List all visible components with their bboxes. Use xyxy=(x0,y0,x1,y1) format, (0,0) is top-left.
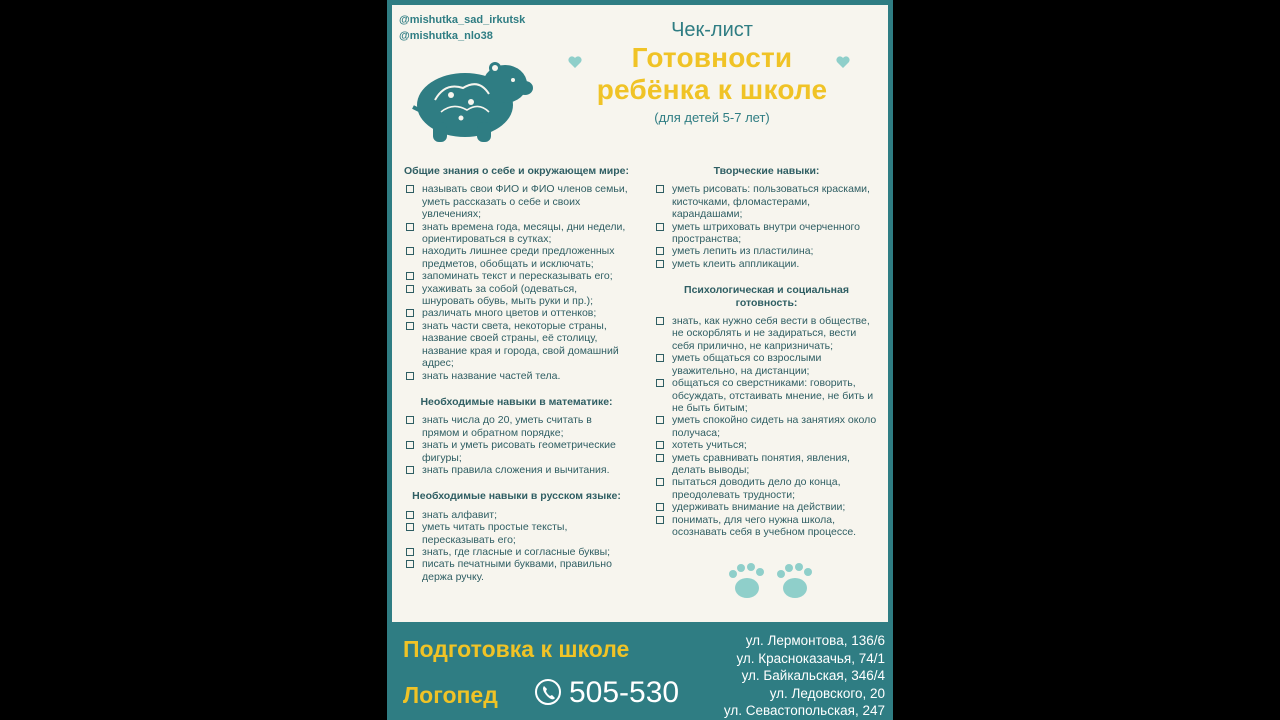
checkbox[interactable] xyxy=(406,272,414,280)
checklist-item[interactable]: знать название частей тела. xyxy=(404,370,629,382)
checklist-item[interactable]: знать, как нужно себя вести в обществе, не оскорблять и не задираться, вести себя прилично, не капризничать; xyxy=(654,315,879,352)
checklist-math xyxy=(404,414,629,476)
checkbox[interactable] xyxy=(406,322,414,330)
checkbox[interactable] xyxy=(656,441,664,449)
checklist-item[interactable]: уметь сравнивать понятия, явления, делать выводы; xyxy=(654,452,879,477)
bear-illustration xyxy=(405,50,537,148)
checklist-item[interactable]: запоминать текст и пересказывать его; xyxy=(404,270,629,282)
title-line-1: Готовности xyxy=(631,42,793,73)
section-heading: Необходимые навыки в математике: xyxy=(420,395,613,408)
address-line: ул. Байкальская, 346/4 xyxy=(741,668,885,684)
checklist-item[interactable]: уметь штриховать внутри очерченного пространства; xyxy=(654,221,879,246)
checklist-item[interactable]: находить лишнее среди предложенных предметов, обобщать и исключать; xyxy=(404,245,629,270)
checklist-label: Чек-лист xyxy=(671,19,753,41)
checkbox[interactable] xyxy=(656,247,664,255)
address-line: ул. Ледовского, 20 xyxy=(769,685,885,701)
checklist-item[interactable]: уметь спокойно сидеть на занятиях около получаса; xyxy=(654,414,879,439)
checkbox[interactable] xyxy=(656,260,664,268)
checklist-item[interactable]: ухаживать за собой (одеваться, шнуровать обувь, мыть руки и пр.); xyxy=(404,283,629,308)
checkbox[interactable] xyxy=(656,516,664,524)
checklist-social xyxy=(654,315,879,538)
checklist-creative xyxy=(654,183,879,270)
checkbox[interactable] xyxy=(406,185,414,193)
checklist-russian xyxy=(404,509,629,583)
checklist-item[interactable]: пытаться доводить дело до конца, преодолевать трудности; xyxy=(654,476,879,501)
checkbox[interactable] xyxy=(406,372,414,380)
checkbox[interactable] xyxy=(406,511,414,519)
checkbox[interactable] xyxy=(406,466,414,474)
phone-number[interactable]: 505-530 xyxy=(569,676,680,709)
checklist-item[interactable]: называть свои ФИО и ФИО членов семьи, уметь рассказать о себе и своих увлечениях; xyxy=(404,183,629,220)
checklist-item[interactable]: знать и уметь рисовать геометрические фигуры; xyxy=(404,439,629,464)
checklist-item[interactable]: уметь общаться со взрослыми уважительно, на дистанции; xyxy=(654,352,879,377)
checkbox[interactable] xyxy=(656,223,664,231)
handle-2[interactable]: @mishutka_nlo38 xyxy=(399,30,493,42)
checklist-item[interactable]: хотеть учиться; xyxy=(654,439,879,451)
section-heading: Творческие навыки: xyxy=(713,165,820,177)
checkbox[interactable] xyxy=(656,317,664,325)
checkbox[interactable] xyxy=(406,285,414,293)
checkbox[interactable] xyxy=(406,309,414,317)
checklist-item[interactable]: понимать, для чего нужна школа, осознавать себя в учебном процессе. xyxy=(654,514,879,539)
checkbox[interactable] xyxy=(406,560,414,568)
checklist-item[interactable]: знать правила сложения и вычитания. xyxy=(404,464,629,476)
section-heading: Общие знания о себе и окружающем мире: xyxy=(404,165,629,177)
address-list xyxy=(724,632,885,720)
checkbox[interactable] xyxy=(656,354,664,362)
checklist-item[interactable]: удерживать внимание на действии; xyxy=(654,501,879,513)
checkbox[interactable] xyxy=(406,441,414,449)
checkbox[interactable] xyxy=(406,416,414,424)
checklist-item[interactable]: знать числа до 20, уметь считать в прямом и обратном порядке; xyxy=(404,414,629,439)
checklist-item[interactable]: знать части света, некоторые страны, название своей страны, её столицу, название края и города, свой домашний адрес; xyxy=(404,320,629,370)
title-block xyxy=(577,18,847,125)
checklist-sheet xyxy=(387,0,893,720)
checklist-item[interactable]: уметь клеить аппликации. xyxy=(654,258,879,270)
checkbox[interactable] xyxy=(656,416,664,424)
checklist-item[interactable]: уметь рисовать: пользоваться красками, кисточками, фломастерами, карандашами; xyxy=(654,183,879,220)
checkbox[interactable] xyxy=(656,185,664,193)
address-line: ул. Севастопольская, 247 xyxy=(723,703,885,719)
checklist-item[interactable]: общаться со сверстниками: говорить, обсуждать, отстаивать мнение, не бить и не быть битым; xyxy=(654,377,879,414)
section-heading: Психологическая и социальная готовность: xyxy=(684,284,849,309)
address-line: ул. Лермонтова, 136/6 xyxy=(745,633,885,648)
address-line: ул. Красноказачья, 74/1 xyxy=(736,650,885,666)
title-line-2: ребёнка к школе xyxy=(596,74,828,105)
phone-icon xyxy=(534,678,562,706)
checklist-item[interactable]: уметь лепить из пластилина; xyxy=(654,245,879,257)
checkbox[interactable] xyxy=(656,454,664,462)
checkbox[interactable] xyxy=(656,478,664,486)
contact-footer xyxy=(387,622,893,720)
checkbox[interactable] xyxy=(656,379,664,387)
footer-logoped: Логопед xyxy=(403,682,498,708)
checklist-item[interactable]: знать алфавит; xyxy=(404,509,629,521)
section-heading: Необходимые навыки в русском языке: xyxy=(412,490,621,503)
checkbox[interactable] xyxy=(656,503,664,511)
age-range: (для детей 5-7 лет) xyxy=(654,110,770,125)
paw-icon xyxy=(725,560,820,606)
checklist-item[interactable]: уметь читать простые тексты, пересказывать его; xyxy=(404,521,629,546)
checkbox[interactable] xyxy=(406,523,414,531)
checklist-column-left xyxy=(404,165,629,597)
handle-1[interactable]: @mishutka_sad_irkutsk xyxy=(399,14,526,26)
footer-prep-title: Подготовка к школе xyxy=(403,636,630,662)
checklist-item[interactable]: знать, где гласные и согласные буквы; xyxy=(404,546,629,558)
social-handles xyxy=(399,12,525,44)
checkbox[interactable] xyxy=(406,223,414,231)
checklist-item[interactable]: знать времена года, месяцы, дни недели, ориентироваться в сутках; xyxy=(404,221,629,246)
checklist-column-right xyxy=(654,165,879,552)
checklist-item[interactable]: различать много цветов и оттенков; xyxy=(404,307,629,319)
checkbox[interactable] xyxy=(406,247,414,255)
checklist-general xyxy=(404,183,629,382)
checklist-item[interactable]: писать печатными буквами, правильно держа ручку. xyxy=(404,558,629,583)
checkbox[interactable] xyxy=(406,548,414,556)
